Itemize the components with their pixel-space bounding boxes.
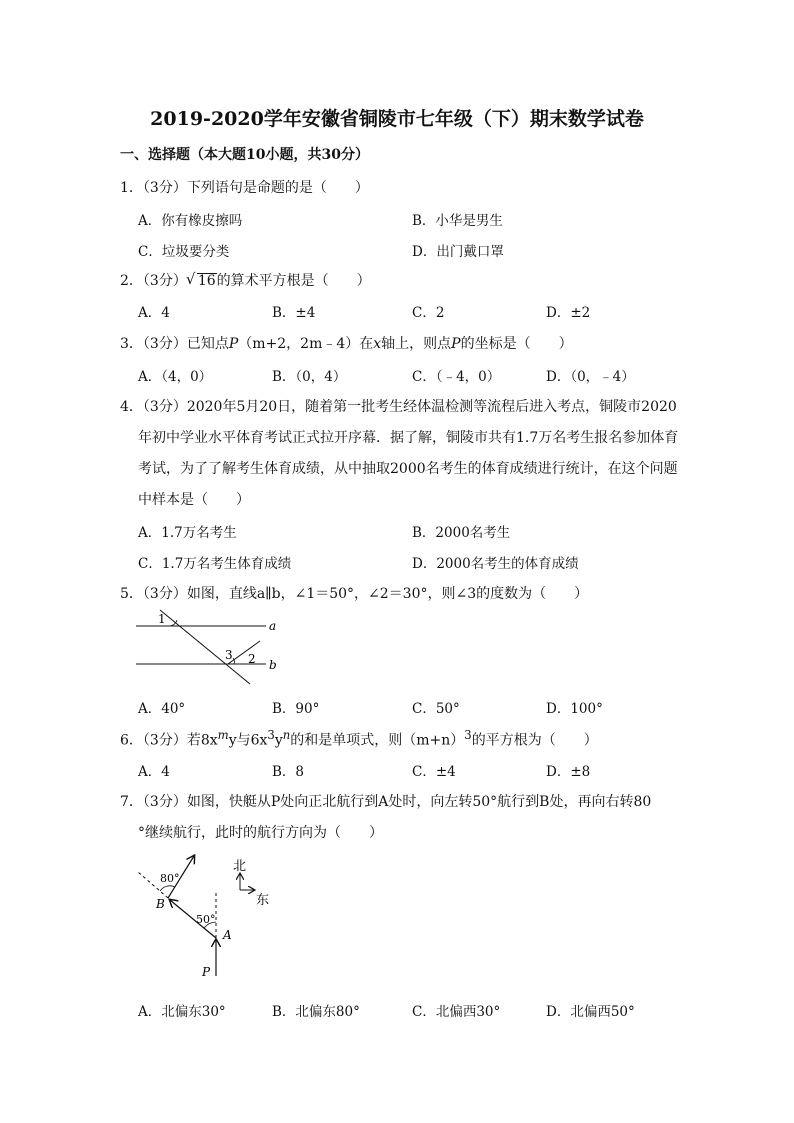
stem-part: 6．（3分）若8x xyxy=(120,732,218,749)
question-7-line-1: 7．（3分）如图，快艇从P处向正北航行到A处时，向左转50°航行到B处，再向右转80 xyxy=(120,794,652,810)
point-p-2: P xyxy=(451,336,461,352)
stem-part: 的和是单项式，则（m+n） xyxy=(290,732,465,749)
transversal-line xyxy=(160,610,250,684)
superscript: m xyxy=(217,728,229,742)
stem-part: y xyxy=(274,732,283,749)
question-2-option-d: D．±2 xyxy=(546,305,591,321)
question-2-prefix: 2．（3分） xyxy=(120,273,187,289)
question-2-option-a: A．4 xyxy=(138,305,170,321)
question-2-option-b: B．±4 xyxy=(272,305,316,321)
question-5-option-a: A．40° xyxy=(138,701,186,717)
point-a-label: A xyxy=(223,928,232,942)
question-6-option-b: B．8 xyxy=(272,764,305,780)
question-7-option-b: B．北偏东80° xyxy=(272,1004,360,1020)
superscript: 3 xyxy=(464,728,472,742)
question-3-suffix: 的坐标是（ ） xyxy=(460,336,573,352)
x-var: x xyxy=(373,336,382,352)
east-label: 东 xyxy=(256,893,270,908)
question-2-stem xyxy=(120,270,371,290)
question-4-line-2: 年初中学业水平体育考试正式拉开序幕．据了解，铜陵市共有1.7万名考生报名参加体育 xyxy=(138,430,679,446)
question-3-option-b: B．（0，4） xyxy=(272,369,347,385)
sqrt-expression: √ 16 xyxy=(197,273,217,289)
question-3-option-d: D．（0，﹣4） xyxy=(546,369,635,385)
question-4-option-d: D．2000名考生的体育成绩 xyxy=(412,556,579,572)
parallel-lines-figure xyxy=(134,606,284,688)
point-p: P xyxy=(228,336,239,352)
north-label: 北 xyxy=(233,859,247,874)
question-4-option-b: B．2000名考生 xyxy=(412,525,511,541)
question-3-stem xyxy=(120,333,573,353)
navigation-figure xyxy=(130,850,280,982)
question-4-line-1: 4．（3分）2020年5月20日，随着第一批考生经体温检测等流程后进入考点，铜陵市2020 xyxy=(120,399,677,415)
question-1-option-c: C．垃圾要分类 xyxy=(138,244,230,260)
question-5-option-c: C．50° xyxy=(412,701,460,717)
question-3-coord: （m+2，2m﹣4）在 xyxy=(238,336,374,352)
question-3-option-a: A．（4，0） xyxy=(138,369,213,385)
question-3-option-c: C．（﹣4，0） xyxy=(412,369,501,385)
question-5-option-d: D．100° xyxy=(546,701,603,717)
point-b-label: B xyxy=(156,897,165,911)
question-7-line-2: °继续航行，此时的航行方向为（ ） xyxy=(138,825,383,841)
question-1-option-d: D．出门戴口罩 xyxy=(412,244,504,260)
page-title: 2019-2020学年安徽省铜陵市七年级（下）期末数学试卷 xyxy=(150,108,644,130)
angle-1-label: 1 xyxy=(158,612,166,626)
line-b-label: b xyxy=(269,658,277,672)
question-1-option-b: B．小华是男生 xyxy=(412,213,503,229)
question-7-option-c: C．北偏西30° xyxy=(412,1004,501,1020)
stem-part: y与6x xyxy=(228,732,268,749)
section-heading: 一、选择题（本大题10小题，共30分） xyxy=(120,147,369,163)
question-6-option-a: A．4 xyxy=(138,764,170,780)
question-4-option-c: C．1.7万名考生体育成绩 xyxy=(138,556,292,572)
line-a-label: a xyxy=(269,619,277,633)
angle-3-label: 3 xyxy=(225,648,233,662)
question-5-option-b: B．90° xyxy=(272,701,320,717)
angle-3-arc xyxy=(233,658,234,664)
angle-2-label: 2 xyxy=(248,652,256,666)
point-p-label: P xyxy=(202,965,211,979)
question-2-option-c: C．2 xyxy=(412,305,445,321)
question-6-option-c: C．±4 xyxy=(412,764,456,780)
question-7-option-a: A．北偏东30° xyxy=(138,1004,226,1020)
question-4-line-3: 考试，为了了解考生体育成绩，从中抽取2000名考生的体育成绩进行统计，在这个问题 xyxy=(138,461,678,477)
question-5-stem: 5．（3分）如图，直线a∥b，∠1＝50°，∠2＝30°，则∠3的度数为（ ） xyxy=(120,586,589,602)
question-3-mid: 轴上，则点 xyxy=(381,336,452,352)
stem-part: 的平方根为（ ） xyxy=(471,732,598,749)
question-6-stem xyxy=(120,728,598,750)
question-1-option-a: A．你有橡皮擦吗 xyxy=(138,213,243,229)
superscript: n xyxy=(282,728,291,742)
question-2-suffix: 的算术平方根是（ ） xyxy=(216,273,371,289)
question-3-prefix: 3．（3分）已知点 xyxy=(120,336,229,352)
question-7-option-d: D．北偏西50° xyxy=(546,1004,635,1020)
angle-50-label: 50° xyxy=(196,913,216,926)
question-4-line-4: 中样本是（ ） xyxy=(138,492,250,508)
question-6-option-d: D．±8 xyxy=(546,764,591,780)
question-4-option-a: A．1.7万名考生 xyxy=(138,525,237,541)
superscript: 3 xyxy=(267,728,275,742)
angle-80-label: 80° xyxy=(160,872,180,885)
question-1-stem: 1．（3分）下列语句是命题的是（ ） xyxy=(120,180,369,196)
